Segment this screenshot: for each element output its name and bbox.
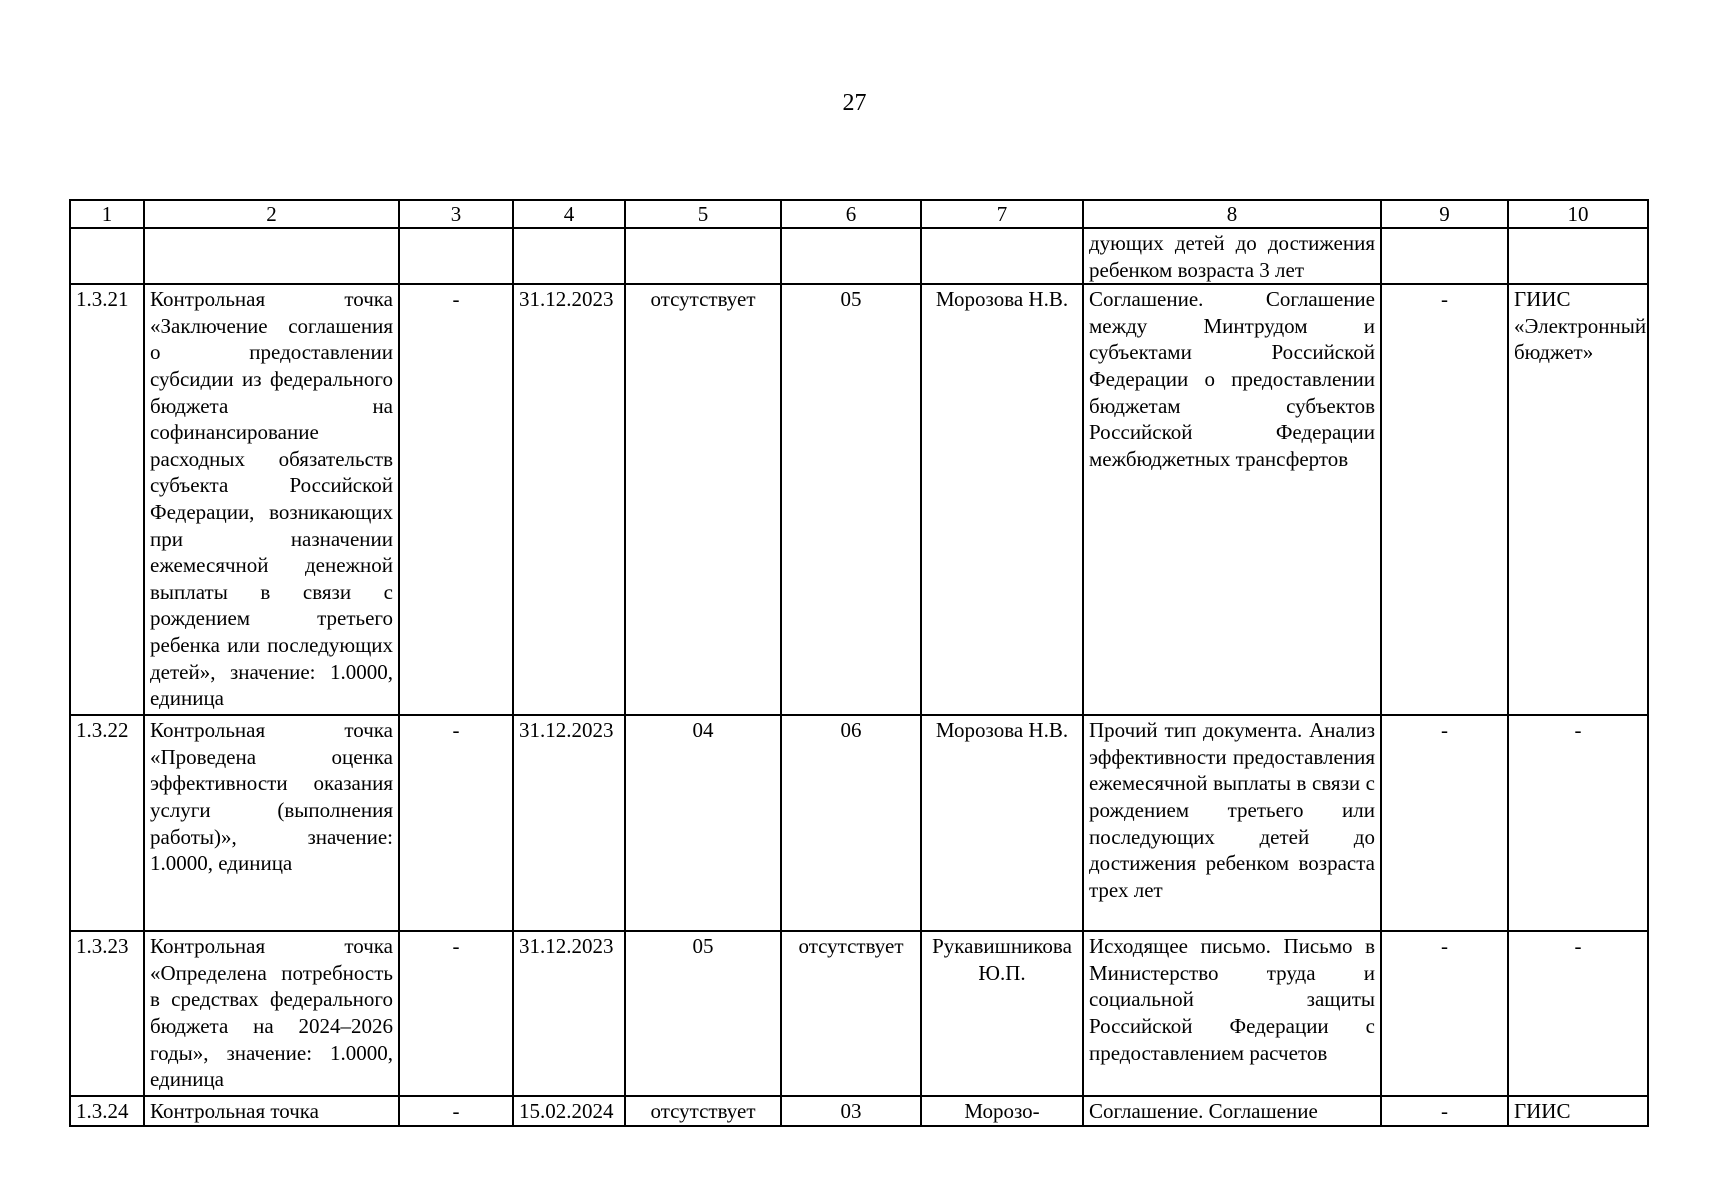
cell-col3: - — [399, 1096, 513, 1126]
cell-col6: 05 — [781, 284, 921, 715]
document-description: Соглашение. Соглашение — [1083, 1096, 1381, 1126]
cell-col5: отсутствует — [625, 1096, 781, 1126]
header-cell: 2 — [144, 200, 399, 228]
header-cell: 9 — [1381, 200, 1508, 228]
cell-col3: - — [399, 715, 513, 931]
cell-col3 — [399, 228, 513, 284]
document-description: Соглашение. Соглашение между Минтрудом и субъектами Российской Федерации о предоставлении бюджетам субъектов Российской Федерации межбюджетных трансфертов — [1083, 284, 1381, 715]
header-cell: 3 — [399, 200, 513, 228]
table-row — [70, 931, 1648, 1096]
responsible-person: Морозова Н.В. — [921, 715, 1083, 931]
header-cell: 8 — [1083, 200, 1381, 228]
cell-col3: - — [399, 284, 513, 715]
cell-col9: - — [1381, 1096, 1508, 1126]
control-point-text: Контрольная точка «Заключение соглашения о предоставлении субсидии из федерального бюджета на софинансирование расходных обязательств субъекта Российской Федерации, возникающих при назначении ежемесячной денежной выплаты в связи с рождением третьего ребенка или последующих детей», значение: 1.0000, единица — [144, 284, 399, 715]
information-system: ГИИС «Электронный бюджет» — [1508, 284, 1648, 715]
cell-col9 — [1381, 228, 1508, 284]
header-cell: 1 — [70, 200, 144, 228]
page-number: 27 — [842, 90, 867, 116]
cell-col5 — [625, 228, 781, 284]
row-number: 1.3.21 — [70, 284, 144, 715]
cell-col9: - — [1381, 715, 1508, 931]
header-row — [70, 200, 1648, 228]
control-point-text: Контрольная точка «Определена потребность в средствах федерального бюджета на 2024–2026 годы», значение: 1.0000, единица — [144, 931, 399, 1096]
header-cell: 4 — [513, 200, 625, 228]
information-system: - — [1508, 715, 1648, 931]
header-cell: 10 — [1508, 200, 1648, 228]
row-number: 1.3.24 — [70, 1096, 144, 1126]
document-description: Прочий тип документа. Анализ эффективности предоставления ежемесячной выплаты в связи с рождением третьего или последующих детей до достижения ребенком возраста трех лет — [1083, 715, 1381, 931]
date-cell: 31.12.2023 — [513, 715, 625, 931]
cell-col5: 05 — [625, 931, 781, 1096]
responsible-person — [921, 228, 1083, 284]
control-point-text: Контрольная точка «Проведена оценка эффективности оказания услуги (выполнения работы)», значение: 1.0000, единица — [144, 715, 399, 931]
control-point-text: Контрольная точка — [144, 1096, 399, 1126]
date-cell: 15.02.2024 — [513, 1096, 625, 1126]
cell-col5: отсутствует — [625, 284, 781, 715]
header-cell: 7 — [921, 200, 1083, 228]
date-cell: 31.12.2023 — [513, 931, 625, 1096]
header-cell: 6 — [781, 200, 921, 228]
cell-col9: - — [1381, 931, 1508, 1096]
cell-col3: - — [399, 931, 513, 1096]
cell-col6 — [781, 228, 921, 284]
table-row — [70, 228, 1648, 284]
control-point-text — [144, 228, 399, 284]
row-number: 1.3.23 — [70, 931, 144, 1096]
responsible-person: Морозо- — [921, 1096, 1083, 1126]
responsible-person: Морозова Н.В. — [921, 284, 1083, 715]
cell-col5: 04 — [625, 715, 781, 931]
cell-col6: 06 — [781, 715, 921, 931]
information-system: ГИИС — [1508, 1096, 1648, 1126]
cell-col6: 03 — [781, 1096, 921, 1126]
cell-col6: отсутствует — [781, 931, 921, 1096]
document-description: Исходящее письмо. Письмо в Министерство труда и социальной защиты Российской Федерации с предоставлением расчетов — [1083, 931, 1381, 1096]
header-cell: 5 — [625, 200, 781, 228]
information-system — [1508, 228, 1648, 284]
table-row — [70, 1096, 1648, 1126]
control-points-table — [69, 199, 1649, 1127]
table-row — [70, 715, 1648, 931]
table-row — [70, 284, 1648, 715]
information-system: - — [1508, 931, 1648, 1096]
row-number — [70, 228, 144, 284]
document-description: дующих детей до достижения ребенком возраста 3 лет — [1083, 228, 1381, 284]
date-cell: 31.12.2023 — [513, 284, 625, 715]
cell-col9: - — [1381, 284, 1508, 715]
date-cell — [513, 228, 625, 284]
responsible-person: Рукавишникова Ю.П. — [921, 931, 1083, 1096]
row-number: 1.3.22 — [70, 715, 144, 931]
